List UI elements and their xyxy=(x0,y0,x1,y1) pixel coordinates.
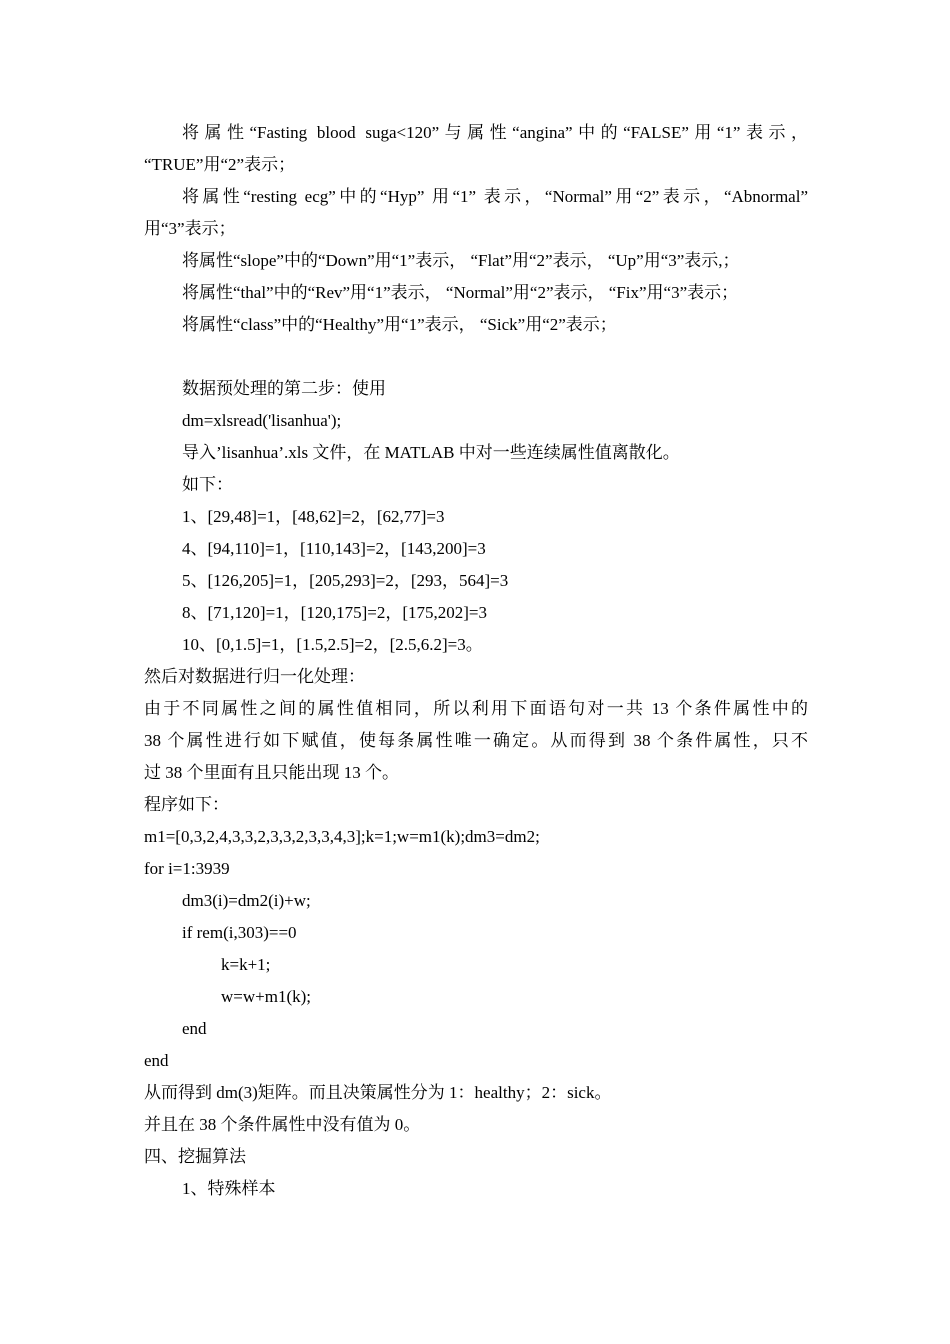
text-line: for i=1:3939 xyxy=(144,859,230,878)
text-line: 5、[126,205]=1，[205,293]=2，[293，564]=3 xyxy=(182,571,509,590)
text-line: 将属性“thal”中的“Rev”用“1”表示， “Normal”用“2”表示， “Fix”用“3”表示； xyxy=(182,283,739,302)
text-line: dm3(i)=dm2(i)+w; xyxy=(182,891,311,910)
text-line: k=k+1; xyxy=(221,955,271,974)
text-line: 导入’lisanhua’.xls 文件，在 MATLAB 中对一些连续属性值离散化。 xyxy=(182,443,680,462)
text-line: end xyxy=(144,1051,169,1070)
text-line: 4、[94,110]=1，[110,143]=2，[143,200]=3 xyxy=(182,539,486,558)
text-line: 1、[29,48]=1，[48,62]=2，[62,77]=3 xyxy=(182,507,445,526)
text-line: 数据预处理的第二步：使用 xyxy=(182,379,386,398)
text-line: 从而得到 dm(3)矩阵。而且决策属性分为 1：healthy；2：sick。 xyxy=(144,1083,612,1102)
text-line: 将属性“class”中的“Healthy”用“1”表示， “Sick”用“2”表示； xyxy=(182,315,617,334)
text-line: 过 38 个里面有且只能出现 13 个。 xyxy=(144,763,399,782)
blank-line xyxy=(144,341,808,373)
text-line: 将属性“resting ecg”中的“Hyp” 用“1” 表示，“Normal”用“2”表示，“Abnormal” xyxy=(182,187,808,206)
text-line: “TRUE”用“2”表示； xyxy=(144,155,296,174)
text-line: 四、挖掘算法 xyxy=(144,1147,246,1166)
text-line: 将属性“slope”中的“Down”用“1”表示， “Flat”用“2”表示， “Up”用“3”表示,； xyxy=(182,251,740,270)
text-line: 38 个属性进行如下赋值，使每条属性唯一确定。从而得到 38 个条件属性，只不 xyxy=(144,731,808,750)
document-body xyxy=(144,117,808,1205)
text-line: if rem(i,303)==0 xyxy=(182,923,297,942)
text-line: 程序如下： xyxy=(144,795,229,814)
text-line: 10、[0,1.5]=1，[1.5,2.5]=2，[2.5,6.2]=3。 xyxy=(182,635,483,654)
text-line: 然后对数据进行归一化处理： xyxy=(144,667,365,686)
text-line: 并且在 38 个条件属性中没有值为 0。 xyxy=(144,1115,421,1134)
text-line: 如下： xyxy=(182,475,233,494)
text-line: 8、[71,120]=1，[120,175]=2，[175,202]=3 xyxy=(182,603,487,622)
text-line: 将属性“Fasting blood suga<120”与属性“angina”中的“FALSE”用“1”表示， xyxy=(182,123,808,142)
text-line: 用“3”表示； xyxy=(144,219,236,238)
text-line: 由于不同属性之间的属性值相同，所以利用下面语句对一共 13 个条件属性中的 xyxy=(144,699,808,718)
text-line: w=w+m1(k); xyxy=(221,987,311,1006)
text-line: dm=xlsread('lisanhua'); xyxy=(182,411,342,430)
text-line: 1、特殊样本 xyxy=(182,1179,276,1198)
text-line: m1=[0,3,2,4,3,3,2,3,3,2,3,3,4,3];k=1;w=m1(k);dm3=dm2; xyxy=(144,827,540,846)
text-line: end xyxy=(182,1019,207,1038)
